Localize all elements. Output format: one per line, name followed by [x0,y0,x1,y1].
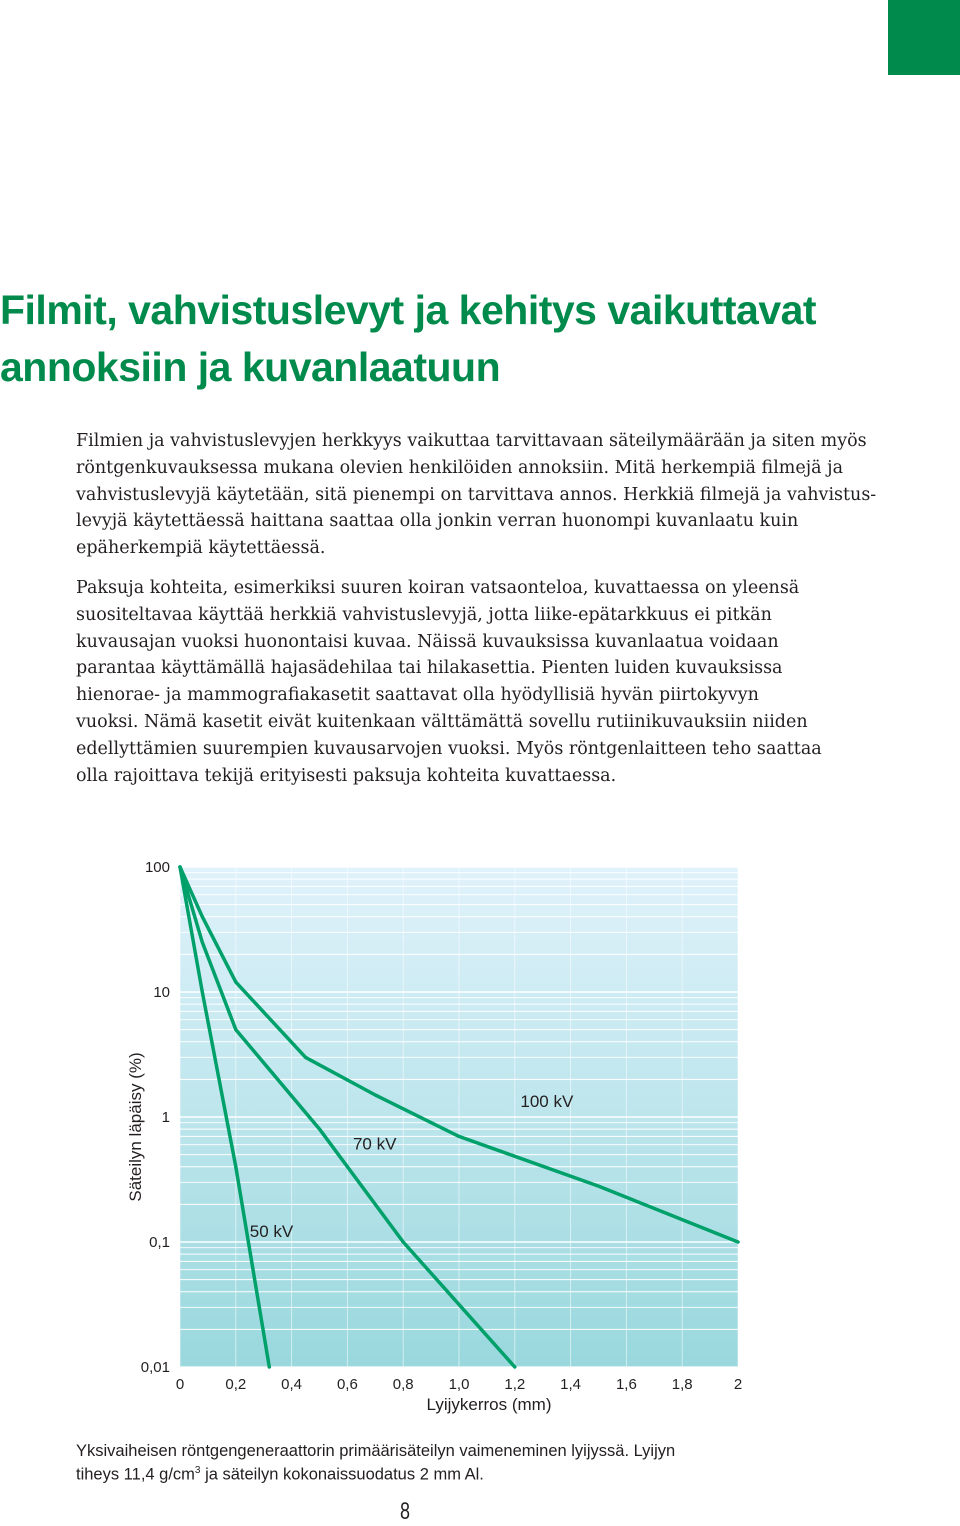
caption-line-1: Yksivaiheisen röntgengeneraattorin primäärisäteilyn vaimeneminen lyijyssä. Lyijyn [76,1442,676,1460]
paragraph-line: levyjä käytettäessä haittana saattaa olla jonkin verran huonompi kuvanlaatu kuin [76,511,799,532]
paragraph-line: Filmien ja vahvistuslevyjen herkkyys vaikuttaa tarvittavaan säteilymäärään ja siten myös [76,431,867,451]
x-tick-label: 0,6 [336,1376,358,1393]
x-tick-label: 1,4 [560,1376,582,1393]
caption-text: ja säteilyn kokonaissuodatus 2 mm Al. [200,1465,484,1484]
y-axis-title: Säteilyn läpäisy (%) [126,1052,145,1202]
caption-superscript: 3 [194,1465,201,1476]
y-tick-label: 0,01 [140,1359,170,1376]
x-tick-label: 2 [733,1376,743,1393]
x-tick-label: 0,2 [225,1376,247,1393]
paragraph-line: hienorae- ja mammografiakasetit saattavat olla hyödyllisiä hyvän piirtokyvyn [76,685,759,706]
paragraph-line: parantaa käyttämällä hajasädehilaa tai hilakasettia. Pienten luiden kuvauksissa [76,658,783,679]
x-tick-label: 0,4 [281,1376,303,1393]
caption-text: tiheys 11,4 g/cm [76,1465,195,1484]
paragraph-line: vahvistuslevyjä käytetään, sitä pienempi on tarvittava annos. Herkkiä filmejä ja vahvistus- [76,484,877,505]
y-tick-labels [141,859,170,1376]
figure-caption [76,1441,776,1485]
x-tick-label: 0,8 [392,1376,414,1393]
x-tick-label: 1,6 [615,1376,637,1393]
corner-color-tab [888,0,960,75]
paragraph-line: röntgenkuvauksessa mukana olevien henkilöiden annoksiin. Mitä herkempiä filmejä ja [76,457,844,478]
paragraph-line: kuvausajan vuoksi huonontaisi kuvaa. Näissä kuvauksissa kuvanlaatua voidaan [76,631,779,652]
x-tick-label: 1,2 [504,1376,526,1393]
title-line: annoksiin ja kuvanlaatuun [0,344,501,390]
paragraph-line: Paksuja kohteita, esimerkiksi suuren koiran vatsaonteloa, kuvattaessa on yleensä [76,578,800,598]
paragraph-line: suositeltavaa käyttää herkkiä vahvistuslevyjä, jotta liike-epätarkkuus ei pitkän [76,604,772,625]
attenuation-chart [0,850,800,1420]
series-label-70-kv: 70 kV [352,1134,397,1154]
paragraph-2 [76,575,876,789]
y-tick-label: 100 [144,859,170,876]
caption-line-2 [76,1461,776,1485]
y-tick-label: 0,1 [149,1234,170,1251]
paragraph-line: edellyttämien suurempien kuvausarvojen vuoksi. Myös röntgenlaitteen teho saattaa [76,738,822,759]
title-line: Filmit, vahvistuslevyt ja kehitys vaikuttavat [0,287,817,333]
x-tick-label: 0 [175,1376,185,1393]
x-tick-label: 1,8 [671,1376,693,1393]
x-axis-title: Lyijykerros (mm) [426,1395,552,1414]
x-tick-labels [176,1376,742,1393]
page-number: 8 [399,1498,411,1525]
page-title [0,282,940,396]
y-tick-label: 1 [161,1109,170,1126]
y-tick-label: 10 [153,984,170,1001]
paragraph-line: vuoksi. Nämä kasetit eivät kuitenkaan välttämättä sovellu rutiinikuvauksiin niiden [76,711,808,732]
series-label-50-kv: 50 kV [249,1221,294,1241]
series-label-100-kv: 100 kV [520,1092,574,1112]
paragraph-1 [76,428,876,562]
x-tick-label: 1,0 [448,1376,470,1393]
paragraph-line: epäherkempiä käytettäessä. [76,538,326,559]
paragraph-line: olla rajoittava tekijä erityisesti paksuja kohteita kuvattaessa. [76,765,617,786]
